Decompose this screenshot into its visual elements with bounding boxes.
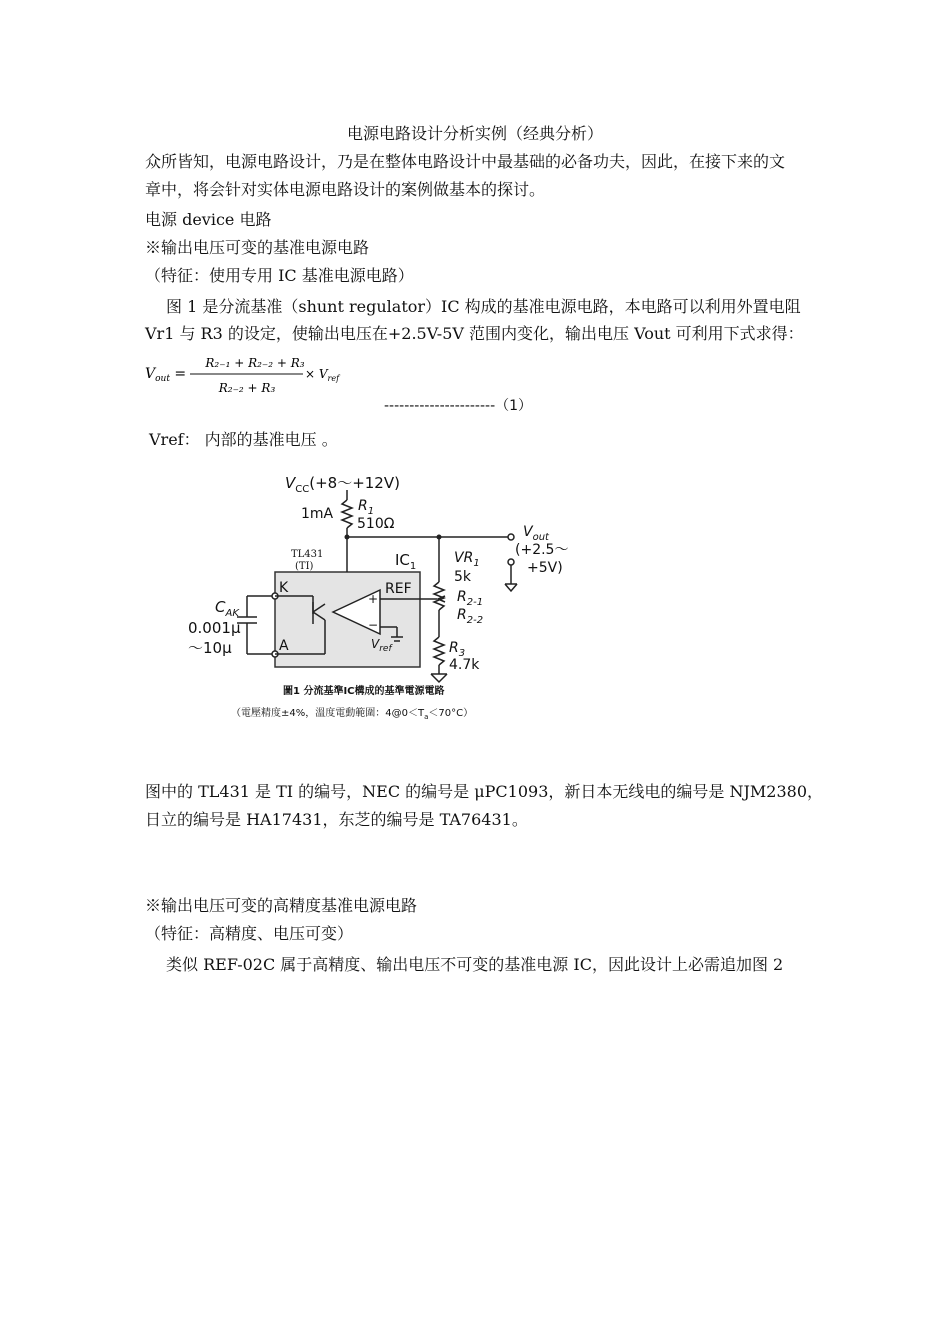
figure-caption: 圖1 分流基準IC構成的基準電源電路: [283, 686, 445, 697]
feature-note-2: （特征：高精度、电压可变）: [145, 924, 354, 943]
capacitor-value-1: 0.001μ: [188, 619, 241, 637]
vout-formula: [145, 352, 345, 402]
svg-text:VCC(+8～+12V): $V_{CC}(+8\sim+12V)$: [285, 474, 400, 495]
section-heading: 电源 device 电路: [145, 210, 272, 229]
r1-value: 510Ω: [357, 516, 395, 532]
svg-text:× Vref: × $V_{ref}$: [305, 367, 340, 383]
svg-text:+: +: [368, 592, 379, 606]
current-label: 1mA: [301, 506, 334, 522]
pin-ref: REF: [385, 581, 412, 597]
vout-range-2: +5V): [527, 560, 563, 576]
page-title: 电源电路设计分析实例（经典分析）: [346, 124, 603, 143]
figure-1-circuit: [175, 462, 569, 727]
capacitor-value-2: ～10μ: [188, 639, 232, 657]
vref-note: Vref： 内部的基准电压 。: [149, 430, 338, 449]
intro-line-2: 章中，将会针对实体电源电路设计的案例做基本的探讨。: [145, 180, 546, 199]
equation-number: ----------------------（1）: [384, 398, 533, 414]
vout-range-1: (+2.5～: [515, 542, 569, 558]
svg-text:CAK: $C_{AK}$: [215, 598, 239, 619]
feature-note: （特征：使用专用 IC 基准电源电路）: [145, 266, 414, 285]
subheading-variable-reference: ※输出电压可变的基准电源电路: [145, 238, 370, 257]
vr1-value: 5k: [454, 569, 472, 585]
r3-value: 4.7k: [449, 657, 480, 673]
paragraph-line-2: Vr1 与 R3 的设定，使输出电压在+2.5V-5V 范围内变化，输出电压 Vout 可利用下式求得：: [145, 324, 804, 343]
pin-a: A: [279, 638, 289, 654]
part-numbers-line-1: 图中的 TL431 是 TI 的编号，NEC 的编号是 μPC1093，新日本无线电的编号是 NJM2380，: [145, 782, 823, 801]
formula-denominator: R₂₋₂ + R₃: [218, 381, 276, 395]
subheading-high-precision: ※输出电压可变的高精度基准电源电路: [145, 896, 418, 915]
svg-text:Vout: $V_{out}$: [523, 524, 549, 543]
ti-label: (TI): [295, 561, 314, 572]
svg-text:VR1: $VR_1$: [454, 550, 480, 569]
intro-line-1: 众所皆知，电源电路设计，乃是在整体电路设计中最基础的必备功夫，因此，在接下来的文: [145, 152, 786, 171]
paragraph-ref02c: 类似 REF-02C 属于高精度、输出电压不可变的基准电源 IC，因此设计上必需追加图 2: [166, 955, 784, 974]
tl431-label: TL431: [291, 549, 324, 560]
svg-text:Vout =: $V_{out}$ =: [145, 366, 187, 384]
svg-text:Vref: $V_{ref}$: [371, 637, 392, 654]
svg-text:（電壓精度±4%，溫度電動範圍：4@0＜Ta＜70°C）: （電壓精度±4%，溫度電動範圍：$4@0<T_a<70^\circ C$）: [231, 708, 474, 721]
svg-text:R3: $R_3$: [449, 640, 466, 659]
svg-text:R1: $R_1$: [358, 498, 375, 517]
svg-text:−: −: [368, 618, 379, 632]
formula-numerator: R₂₋₁ + R₂₋₂ + R₃: [205, 356, 305, 370]
pin-k: K: [279, 580, 289, 596]
svg-text:IC1: $IC_1$: [395, 551, 417, 572]
paragraph-line-1: 图 1 是分流基准（shunt regulator）IC 构成的基准电源电路，本电路可以利用外置电阻: [166, 297, 801, 316]
svg-text:R2-1: $R_{2-1}$: [457, 589, 484, 608]
part-numbers-line-2: 日立的编号是 HA17431，东芝的编号是 TA76431。: [145, 810, 528, 829]
svg-text:R2-2: $R_{2-2}$: [457, 607, 484, 626]
